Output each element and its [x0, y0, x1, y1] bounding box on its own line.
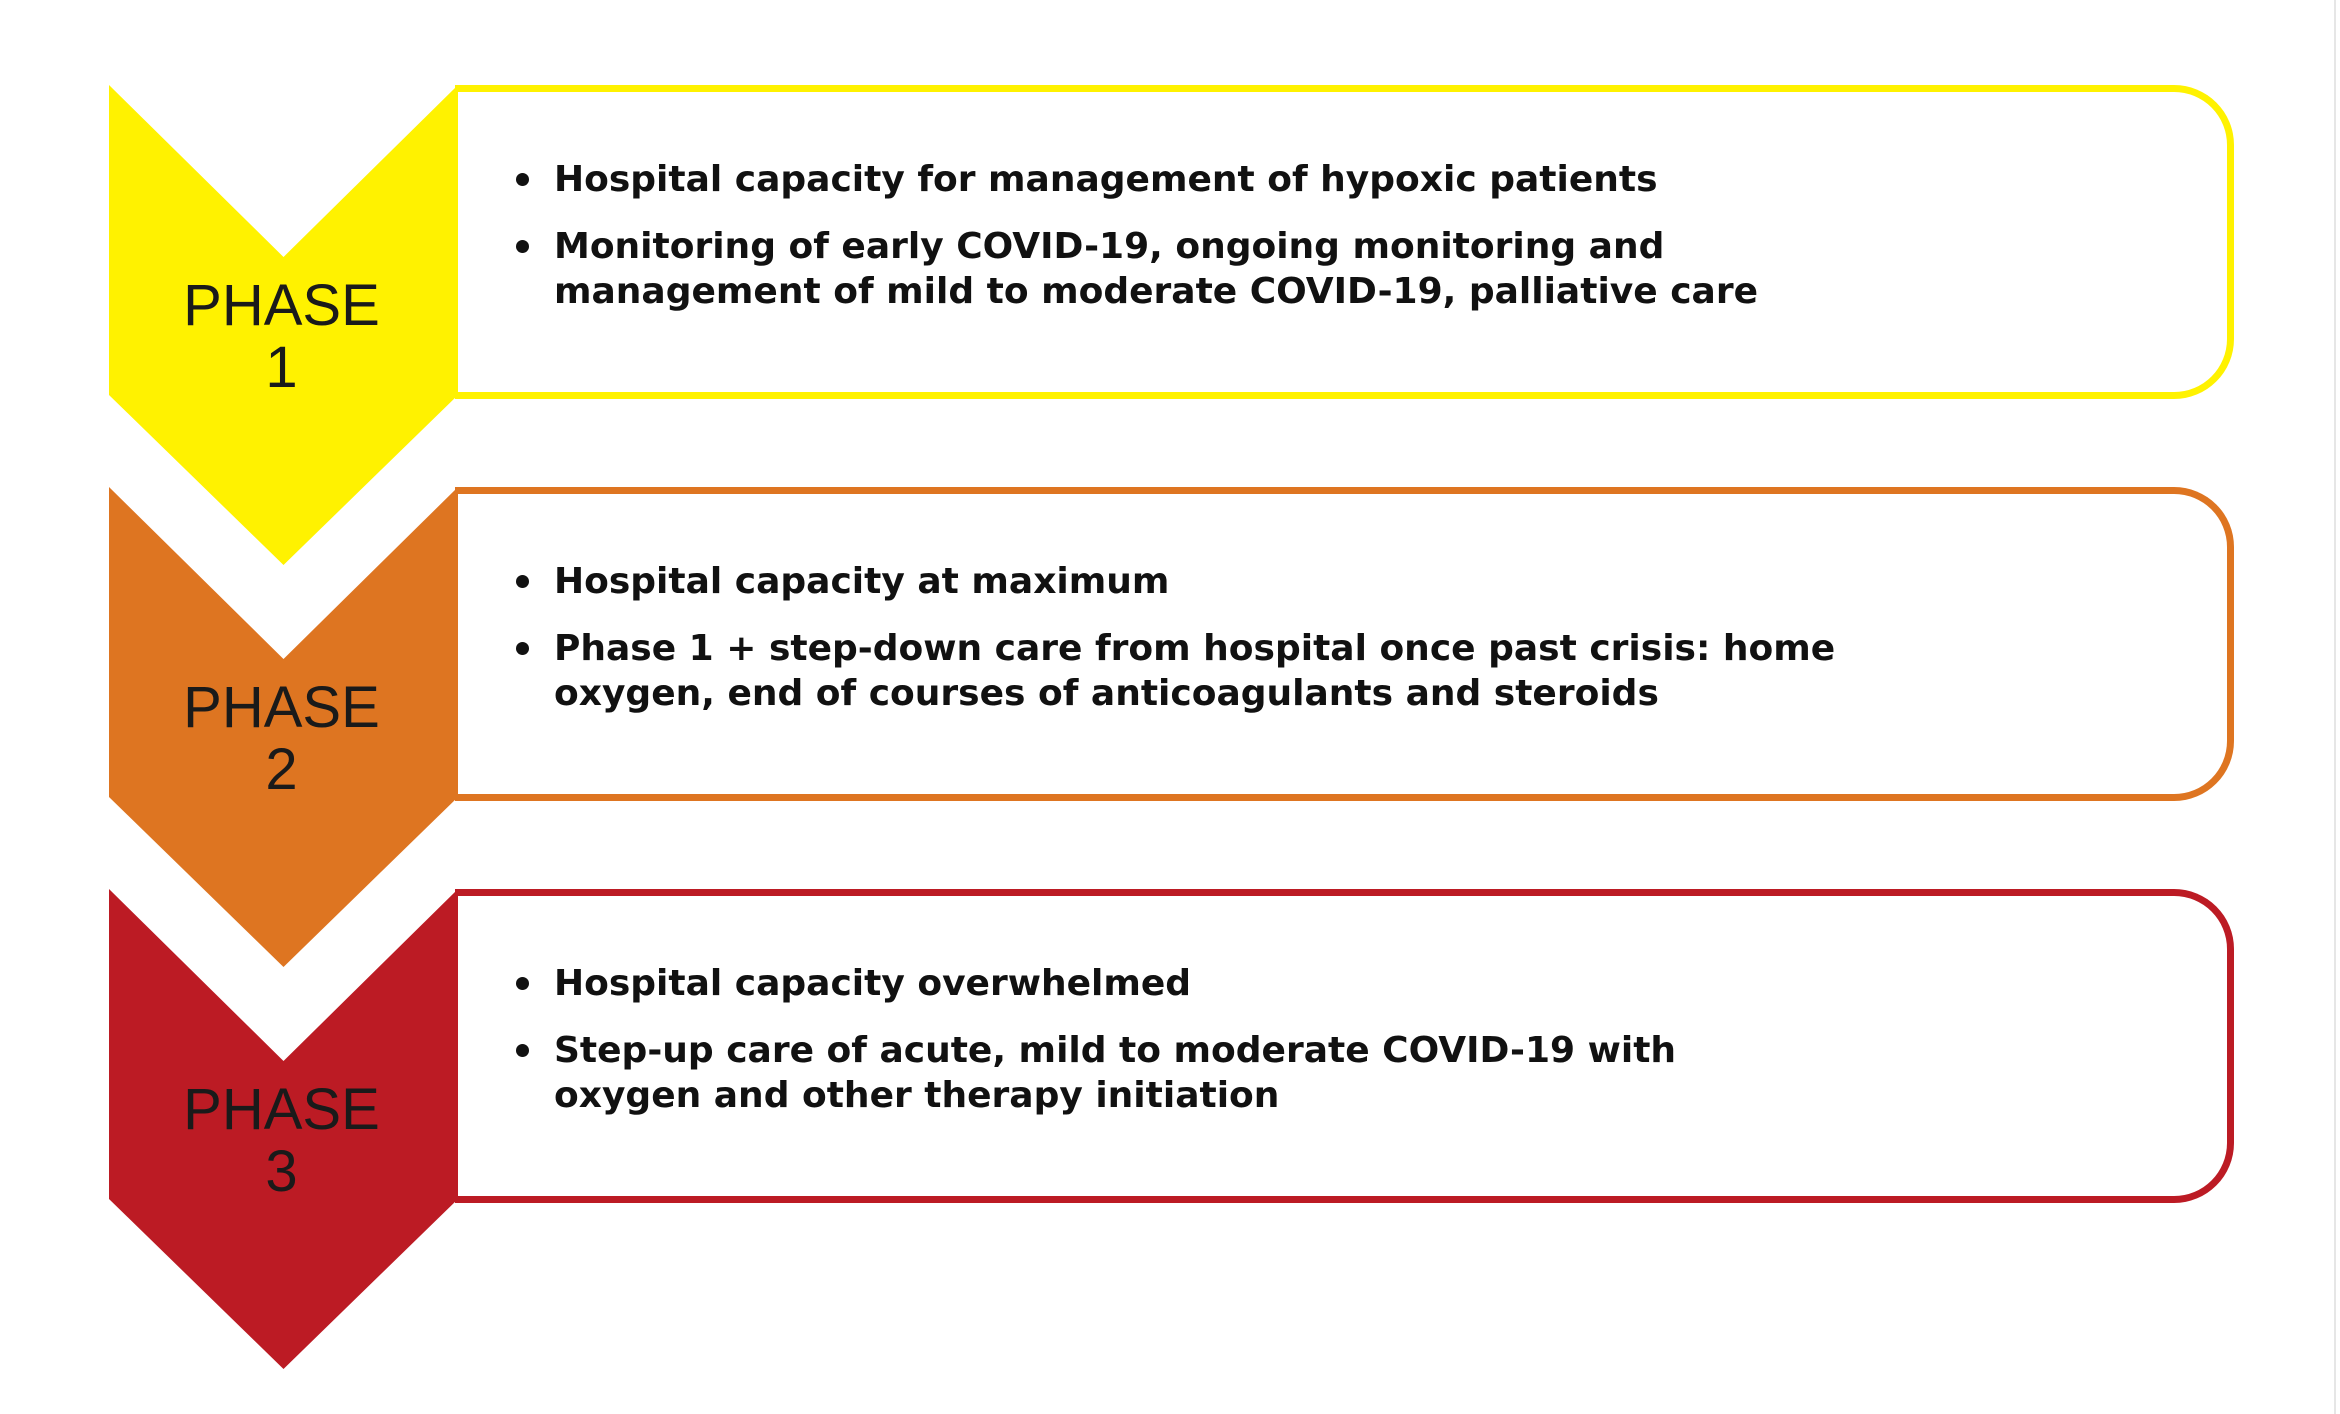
phase-2-bullet-1-text: Hospital capacity at maximum	[554, 561, 1170, 602]
list-item	[516, 626, 1886, 716]
phase-3-label-number: 3	[265, 1139, 298, 1204]
list-item	[516, 961, 1806, 1006]
phase-1-bullet-2-text: Monitoring of early COVID-19, ongoing monitoring and management of mild to moderate COVID-19, palliative care	[554, 226, 1758, 312]
phase-3-bullets	[516, 961, 1806, 1140]
phase-2-label-number: 2	[265, 737, 298, 802]
list-item	[516, 224, 1806, 314]
phase-1-label	[109, 275, 454, 399]
phase-3-bullet-2-text: Step-up care of acute, mild to moderate COVID-19 with oxygen and other therapy initiation	[554, 1030, 1677, 1116]
bullet-dot-icon	[516, 1044, 529, 1057]
phase-2-bullets	[516, 559, 1886, 738]
phase-2-bullet-2-text: Phase 1 + step-down care from hospital once past crisis: home oxygen, end of courses of anticoagulants and steroids	[554, 628, 1836, 714]
phase-3-label-word: PHASE	[183, 1077, 380, 1142]
phase-1-label-word: PHASE	[183, 273, 380, 338]
list-item	[516, 157, 1806, 202]
bullet-dot-icon	[516, 977, 529, 990]
phase-3-row	[0, 889, 2340, 1369]
list-item	[516, 1028, 1806, 1118]
phase-2-label	[109, 677, 454, 801]
bullet-dot-icon	[516, 575, 529, 588]
bullet-dot-icon	[516, 240, 529, 253]
phase-3-bullet-1-text: Hospital capacity overwhelmed	[554, 963, 1192, 1004]
phase-1-label-number: 1	[265, 335, 298, 400]
phase-2-label-word: PHASE	[183, 675, 380, 740]
list-item	[516, 559, 1886, 604]
bullet-dot-icon	[516, 642, 529, 655]
bullet-dot-icon	[516, 173, 529, 186]
phase-1-bullet-1-text: Hospital capacity for management of hypoxic patients	[554, 159, 1658, 200]
phase-3-label	[109, 1079, 454, 1203]
phase-1-bullets	[516, 157, 1806, 336]
